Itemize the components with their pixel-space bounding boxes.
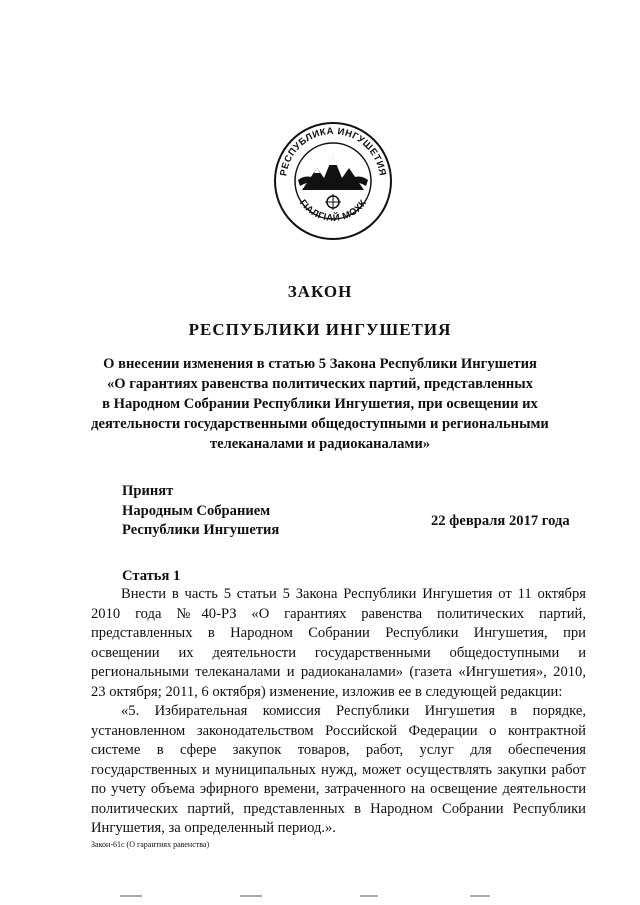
adoption-block	[122, 482, 279, 541]
article-heading: Статья 1	[122, 568, 181, 584]
coat-of-arms-seal	[272, 120, 394, 242]
adoption-line: Принят	[122, 483, 174, 499]
scan-edge-marks	[0, 893, 640, 899]
law-title: ЗАКОН	[287, 282, 353, 301]
svg-text:РЕСПУБЛИКА ИНГУШЕТИЯ: РЕСПУБЛИКА ИНГУШЕТИЯ	[278, 125, 388, 177]
subject-line: в Народном Собрании Республики Ингушетия, при освещении их	[102, 396, 538, 412]
law-subject	[0, 354, 640, 454]
article-body	[91, 585, 586, 839]
adoption-date: 22 февраля 2017 года	[431, 513, 570, 529]
subject-line: О внесении изменения в статью 5 Закона Республики Ингушетия	[103, 356, 537, 372]
document-footer: Закон-61с (О гарантиях равенства)	[91, 840, 210, 849]
svg-text:ГӀАЛГӀАЙ МОХК: ГӀАЛГӀАЙ МОХК	[296, 197, 370, 224]
adoption-line: Народным Собранием	[122, 502, 271, 519]
subject-line: деятельности государственными общедоступными и региональными	[91, 416, 549, 432]
article-paragraph: Внести в часть 5 статьи 5 Закона Республики Ингушетия от 11 октября 2010 года №40-РЗ «О гарантиях равенства политических партий, представленных в Народном Собрании Республики Ингушетия, при освещении их деятельности государственными общедоступными и региональными телеканалами и радиоканалами» (газета «Ингушетия», 2010, 23 октября; 2011, 6 октября) изменение, изложив ее в следующей редакции:	[91, 586, 586, 700]
subject-line: телеканалами и радиоканалами»	[209, 436, 431, 452]
subject-line: «О гарантиях равенства политических партий, представленных	[106, 376, 533, 392]
republic-heading: РЕСПУБЛИКИ ИНГУШЕТИЯ	[188, 320, 452, 339]
amendment-paragraph: «5. Избирательная комиссия Республики Ингушетия в порядке, установленном законодательством Российской Федерации о контрактной системе в сфере закупок товаров, работ, услуг для обеспечения государственных и муниципальных нужд, может осуществлять закупки работ по учету объема эфирного времени, затраченного на освещение деятельности политических партий, представленных в Народном Собрании Республики Ингушетия, за определенный период.».	[91, 703, 586, 836]
adoption-line: Республики Ингушетия	[122, 522, 280, 538]
